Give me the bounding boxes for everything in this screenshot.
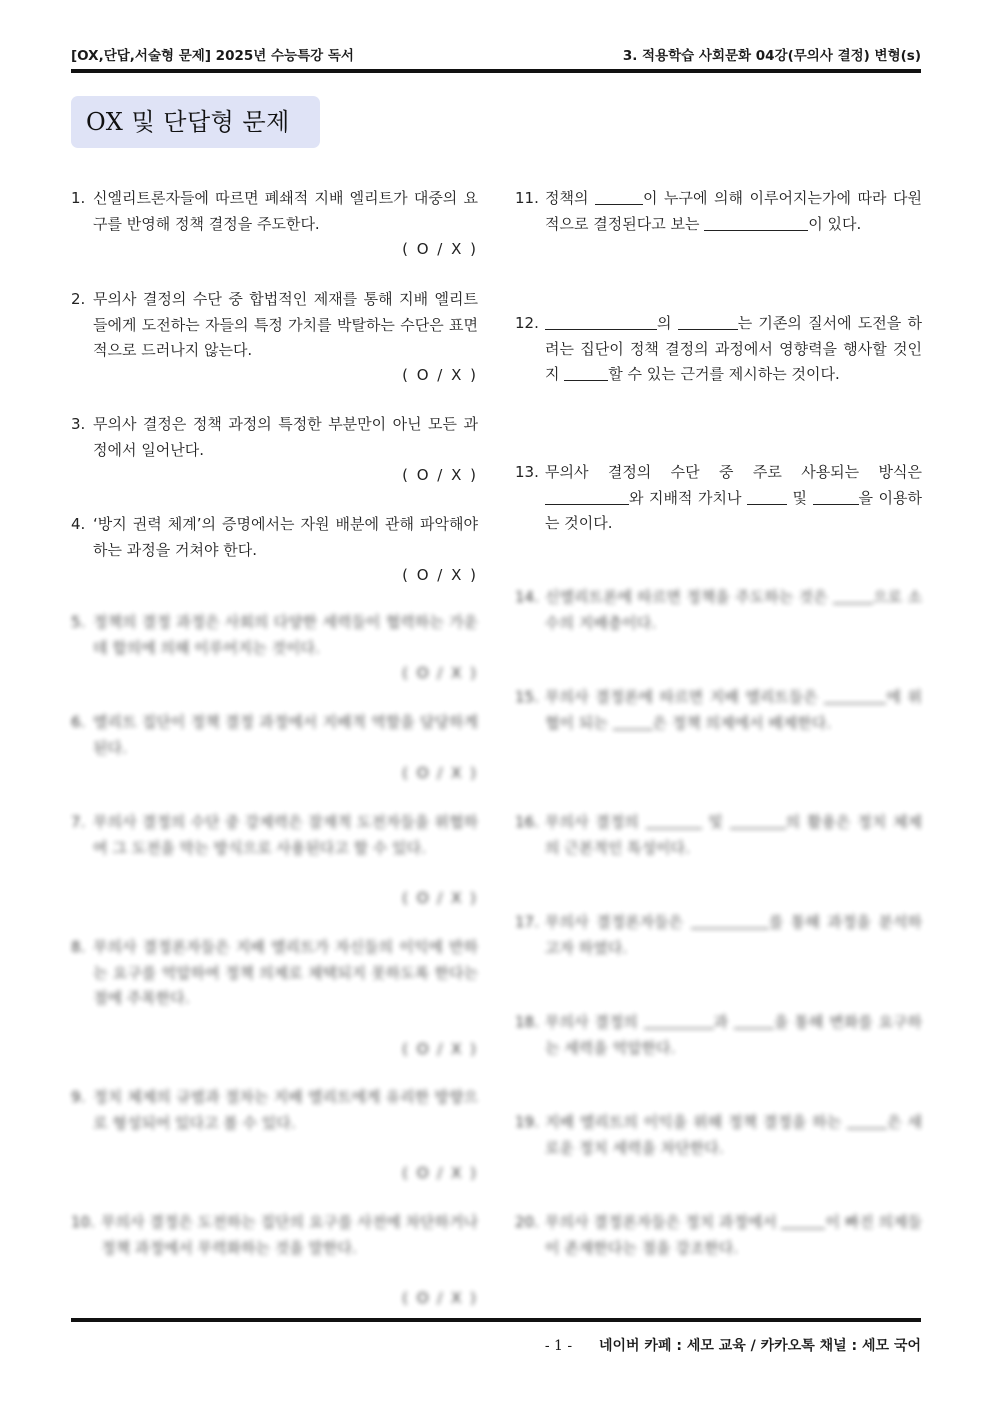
- question-text: 무의사 결정의 수단 중 주로 사용되는 방식은 와 지배적 가치나 및 을 이용하는 것이다.: [545, 463, 922, 532]
- answer-blank[interactable]: [833, 588, 873, 604]
- ox-answer[interactable]: ( O / X ): [402, 764, 478, 782]
- answer-blank[interactable]: [781, 1213, 825, 1229]
- question-19: 19. 지배 엘리트의 이익을 위해 정책 결정을 하는 은 새로운 정치 세력을 차단한다.: [515, 1110, 922, 1161]
- question-20: 20. 무의사 결정론자들은 정치 과정에서 이 빠진 의제들이 존재한다는 점을 강조한다.: [515, 1210, 922, 1261]
- question-text: 엘리트 집단이 정책 결정 과정에서 지배적 역할을 담당하게 된다.: [93, 713, 478, 757]
- section-title: OX 및 단답형 문제: [71, 96, 320, 148]
- question-text: 신엘리트론자들에 따르면 폐쇄적 지배 엘리트가 대중의 요구를 반영해 정책 결정을 주도한다.: [93, 189, 478, 233]
- footer-divider: [71, 1318, 921, 1322]
- question-6: 6. 엘리트 집단이 정책 결정 과정에서 지배적 역할을 담당하게 된다. ( O / X ): [71, 710, 478, 761]
- ox-answer[interactable]: ( O / X ): [402, 1164, 478, 1182]
- question-text: ‘방지 권력 체계’의 증명에서는 자원 배분에 관해 파악해야 하는 과정을 거쳐야 한다.: [93, 515, 478, 559]
- answer-blank[interactable]: [545, 314, 657, 330]
- answer-blank[interactable]: [691, 913, 769, 929]
- question-15: 15. 무의사 결정론에 따르면 지배 엘리트들은 에 위협이 되는 은 정책 의제에서 배제한다.: [515, 685, 922, 736]
- answer-blank[interactable]: [678, 314, 738, 330]
- question-11: 11. 정책의 이 누구에 의해 이루어지는가에 따라 다원적으로 결정된다고 보는 이 있다.: [515, 186, 922, 237]
- answer-blank[interactable]: [824, 688, 886, 704]
- header-left-title: [OX,단답,서술형 문제] 2025년 수능특강 독서: [71, 48, 354, 64]
- ox-answer[interactable]: ( O / X ): [402, 1289, 478, 1307]
- question-text: 신엘리트론에 따르면 정책을 주도하는 것은 으로 소수의 지배층이다.: [545, 588, 922, 632]
- answer-blank[interactable]: [734, 1013, 774, 1029]
- question-text: 무의사 결정의 및 의 활용은 정치 체제의 근본적인 특성이다.: [545, 813, 923, 857]
- answer-blank[interactable]: [613, 714, 653, 730]
- question-2: 2. 무의사 결정의 수단 중 합법적인 제재를 통해 지배 엘리트들에게 도전하는 자들의 특정 가치를 박탈하는 수단은 표면적으로 드러나지 않는다. ( O / X ): [71, 287, 478, 364]
- question-text: 정치 체제의 규범과 절차는 지배 엘리트에게 유리한 방향으로 형성되어 있다고 볼 수 있다.: [93, 1088, 478, 1132]
- question-text: 무의사 결정론자들은 정치 과정에서 이 빠진 의제들이 존재한다는 점을 강조한다.: [545, 1213, 922, 1257]
- answer-blank[interactable]: [847, 1113, 887, 1129]
- answer-blank[interactable]: [545, 489, 629, 505]
- header-divider: [71, 69, 921, 73]
- ox-answer[interactable]: ( O / X ): [402, 664, 478, 682]
- question-3: 3. 무의사 결정은 정책 과정의 특정한 부분만이 아닌 모든 과정에서 일어난다. ( O / X ): [71, 412, 478, 463]
- answer-blank[interactable]: [747, 489, 787, 505]
- footer-text: 네이버 카페 : 세모 교육 / 카카오톡 채널 : 세모 국어: [598, 1338, 921, 1354]
- ox-answer[interactable]: ( O / X ): [402, 889, 478, 907]
- question-9: 9. 정치 체제의 규범과 절차는 지배 엘리트에게 유리한 방향으로 형성되어 있다고 볼 수 있다. ( O / X ): [71, 1085, 478, 1136]
- question-text: 무의사 결정론자들은 지배 엘리트가 자신들의 이익에 반하는 요구를 억압하여 정책 의제로 채택되지 못하도록 한다는 점에 주목한다.: [93, 938, 478, 1007]
- question-14: 14. 신엘리트론에 따르면 정책을 주도하는 것은 으로 소수의 지배층이다.: [515, 585, 922, 636]
- question-1: 1. 신엘리트론자들에 따르면 폐쇄적 지배 엘리트가 대중의 요구를 반영해 정책 결정을 주도한다. ( O / X ): [71, 186, 478, 237]
- question-7: 7. 무의사 결정의 수단 중 강제력은 잠재적 도전자들을 위협하여 그 도전을 막는 방식으로 사용된다고 할 수 있다. ( O / X ): [71, 810, 478, 861]
- question-12: 12. 의 는 기존의 질서에 도전을 하려는 집단이 정책 결정의 과정에서 영향력을 행사할 것인지 할 수 있는 근거를 제시하는 것이다.: [515, 311, 922, 388]
- question-8: 8. 무의사 결정론자들은 지배 엘리트가 자신들의 이익에 반하는 요구를 억압하여 정책 의제로 채택되지 못하도록 한다는 점에 주목한다. ( O / X ): [71, 935, 478, 1012]
- answer-blank[interactable]: [730, 813, 786, 829]
- ox-answer[interactable]: ( O / X ): [402, 466, 478, 484]
- question-5: 5. 정책의 결정 과정은 사회의 다양한 세력들이 협력하는 가운데 합의에 의해 이루어지는 것이다. ( O / X ): [71, 610, 478, 661]
- answer-blank[interactable]: [564, 365, 608, 381]
- question-text: 무의사 결정은 도전하는 집단의 요구를 사전에 차단하거나 정책 과정에서 무력화하는 것을 말한다.: [101, 1213, 478, 1257]
- answer-blank[interactable]: [644, 1013, 714, 1029]
- question-10: 10. 무의사 결정은 도전하는 집단의 요구를 사전에 차단하거나 정책 과정에서 무력화하는 것을 말한다. ( O / X ): [71, 1210, 478, 1261]
- answer-blank[interactable]: [813, 489, 859, 505]
- question-16: 16. 무의사 결정의 및 의 활용은 정치 체제의 근본적인 특성이다.: [515, 810, 922, 861]
- question-text: 무의사 결정론에 따르면 지배 엘리트들은 에 위협이 되는 은 정책 의제에서 배제한다.: [545, 688, 922, 732]
- question-text: 지배 엘리트의 이익을 위해 정책 결정을 하는 은 새로운 정치 세력을 차단한다.: [545, 1113, 923, 1157]
- question-text: 정책의 결정 과정은 사회의 다양한 세력들이 협력하는 가운데 합의에 의해 이루어지는 것이다.: [93, 613, 478, 657]
- page-header: [71, 44, 921, 66]
- page-footer: [545, 1335, 921, 1355]
- question-text: 무의사 결정의 수단 중 강제력은 잠재적 도전자들을 위협하여 그 도전을 막는 방식으로 사용된다고 할 수 있다.: [93, 813, 478, 857]
- question-text: 무의사 결정의 수단 중 합법적인 제재를 통해 지배 엘리트들에게 도전하는 자들의 특정 가치를 박탈하는 수단은 표면적으로 드러나지 않는다.: [93, 290, 478, 359]
- question-text: 무의사 결정은 정책 과정의 특정한 부분만이 아닌 모든 과정에서 일어난다.: [93, 415, 478, 459]
- answer-blank[interactable]: [595, 189, 643, 205]
- answer-blank[interactable]: [704, 215, 808, 231]
- ox-answer[interactable]: ( O / X ): [402, 240, 478, 258]
- ox-answer[interactable]: ( O / X ): [402, 366, 478, 384]
- ox-answer[interactable]: ( O / X ): [402, 1040, 478, 1058]
- question-17: 17. 무의사 결정론자들은 를 통해 과정을 분석하고자 하였다.: [515, 910, 922, 961]
- question-13: 13. 무의사 결정의 수단 중 주로 사용되는 방식은 와 지배적 가치나 및 을 이용하는 것이다.: [515, 460, 922, 537]
- question-text: 무의사 결정의 과 을 통해 변화를 요구하는 세력을 억압한다.: [545, 1013, 922, 1057]
- answer-blank[interactable]: [646, 813, 702, 829]
- question-4: 4. ‘방지 권력 체계’의 증명에서는 자원 배분에 관해 파악해야 하는 과정을 거쳐야 한다. ( O / X ): [71, 512, 478, 563]
- question-18: 18. 무의사 결정의 과 을 통해 변화를 요구하는 세력을 억압한다.: [515, 1010, 922, 1061]
- question-text: 무의사 결정론자들은 를 통해 과정을 분석하고자 하였다.: [545, 913, 922, 957]
- question-text: 의 는 기존의 질서에 도전을 하려는 집단이 정책 결정의 과정에서 영향력을 행사할 것인지 할 수 있는 근거를 제시하는 것이다.: [545, 314, 922, 383]
- question-text: 정책의 이 누구에 의해 이루어지는가에 따라 다원적으로 결정된다고 보는 이 있다.: [545, 189, 922, 233]
- ox-answer[interactable]: ( O / X ): [402, 566, 478, 584]
- header-right-title: 3. 적용학습 사회문화 04강(무의사 결정) 변형(s): [622, 48, 921, 64]
- page-number: - 1 -: [544, 1338, 573, 1354]
